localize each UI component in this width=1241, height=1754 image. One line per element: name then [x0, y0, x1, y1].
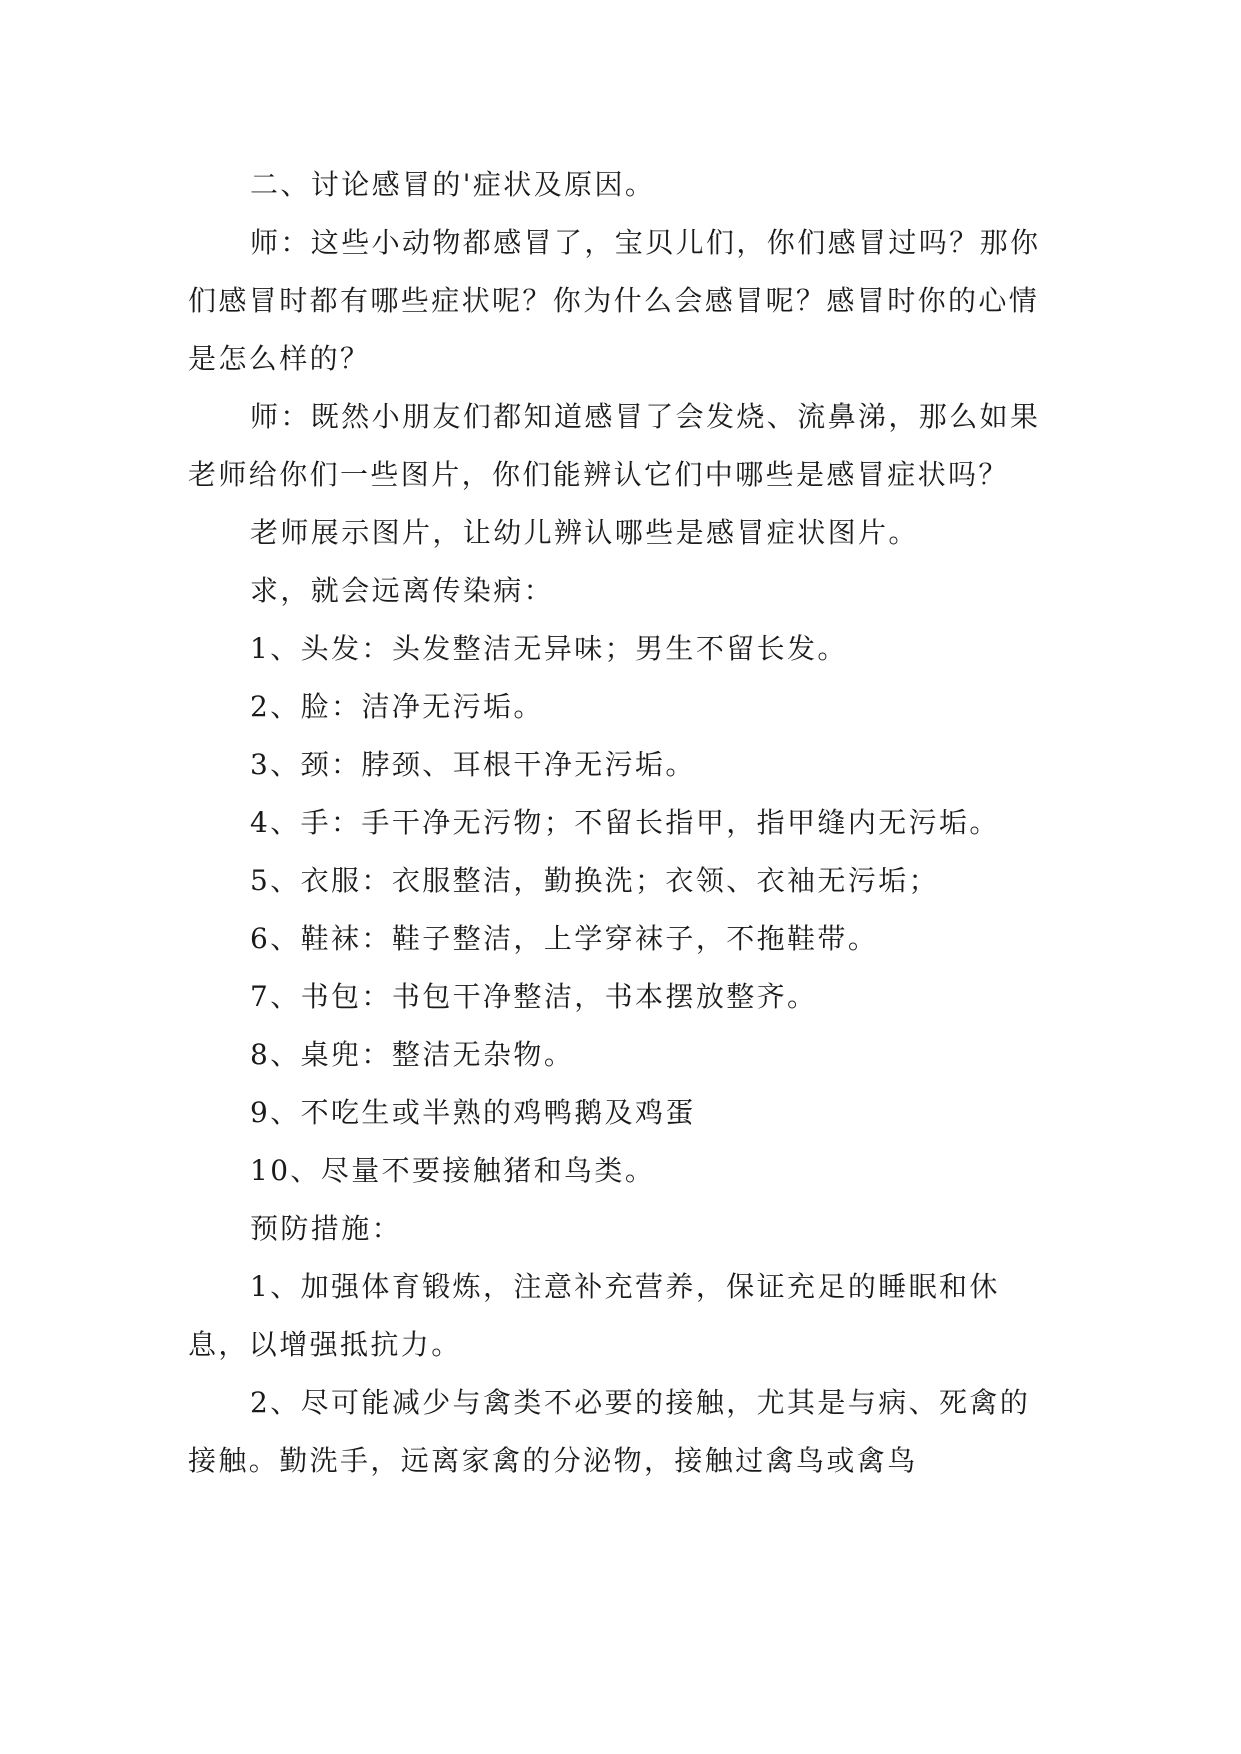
list-item: 7、书包：书包干净整洁，书本摆放整齐。 — [250, 980, 818, 1013]
list-item: 5、衣服：衣服整洁，勤换洗；衣领、衣袖无污垢； — [250, 864, 940, 897]
section-heading-symptoms: 二、讨论感冒的'症状及原因。 — [250, 168, 656, 201]
teacher-shows-pictures-paragraph: 老师展示图片，让幼儿辨认哪些是感冒症状图片。 — [250, 516, 919, 549]
prevention-heading: 预防措施： — [250, 1212, 403, 1245]
teacher-question-paragraph: 师：这些小动物都感冒了，宝贝儿们，你们感冒过吗？那你们感冒时都有哪些症状呢？你为什么会感冒呢？感冒时你的心情是怎么样的？ — [188, 226, 1041, 375]
document-body — [188, 156, 1060, 1490]
list-item: 2、脸：洁净无污垢。 — [250, 690, 544, 723]
teacher-pictures-paragraph: 师：既然小朋友们都知道感冒了会发烧、流鼻涕，那么如果老师给你们一些图片，你们能辨认它们中哪些是感冒症状吗？ — [188, 400, 1041, 491]
prevention-item: 2、尽可能减少与禽类不必要的接触，尤其是与病、死禽的接触。勤洗手，远离家禽的分泌物，接触过禽鸟或禽鸟 — [188, 1386, 1031, 1477]
list-item: 9、不吃生或半熟的鸡鸭鹅及鸡蛋 — [250, 1096, 696, 1129]
prevention-item: 1、加强体育锻炼，注意补充营养，保证充足的睡眠和休息，以增强抵抗力。 — [188, 1270, 1000, 1361]
list-item: 3、颈：脖颈、耳根干净无污垢。 — [250, 748, 696, 781]
list-item: 1、头发：头发整洁无异味；男生不留长发。 — [250, 632, 848, 665]
list-item: 8、桌兜：整洁无杂物。 — [250, 1038, 575, 1071]
list-item: 10、尽量不要接触猪和鸟类。 — [250, 1154, 656, 1187]
requirements-intro-paragraph: 求，就会远离传染病： — [250, 574, 555, 607]
list-item: 6、鞋袜：鞋子整洁，上学穿袜子，不拖鞋带。 — [250, 922, 879, 955]
list-item: 4、手：手干净无污物；不留长指甲，指甲缝内无污垢。 — [250, 806, 1000, 839]
